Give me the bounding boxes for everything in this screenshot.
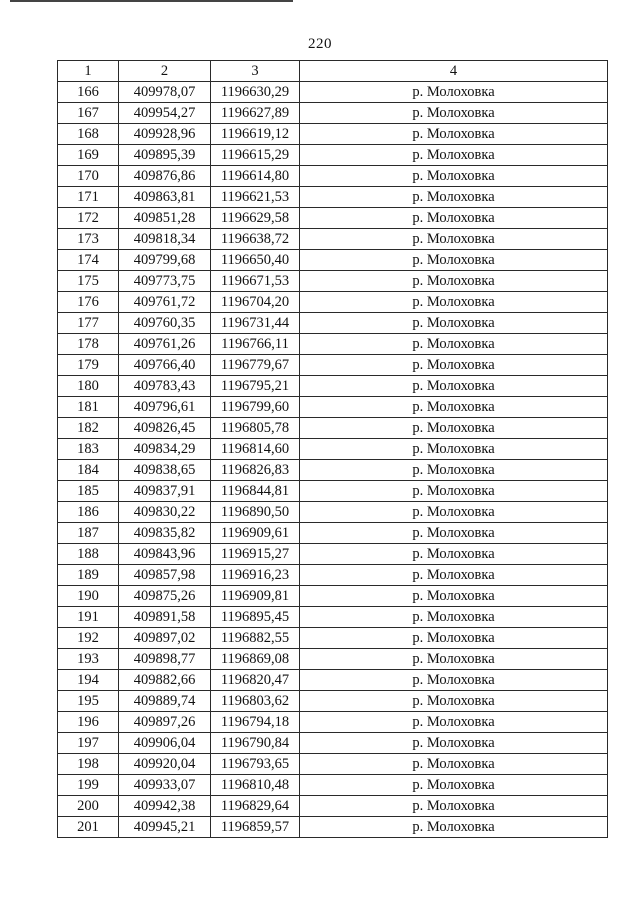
table-body <box>58 82 608 838</box>
object-name-cell: р. Молоховка <box>300 733 608 754</box>
y-coordinate-cell: 1196829,64 <box>211 796 300 817</box>
table-row <box>58 712 608 733</box>
x-coordinate-cell: 409826,45 <box>119 418 211 439</box>
x-coordinate-cell: 409897,02 <box>119 628 211 649</box>
table-row <box>58 418 608 439</box>
y-coordinate-cell: 1196805,78 <box>211 418 300 439</box>
y-coordinate-cell: 1196909,61 <box>211 523 300 544</box>
y-coordinate-cell: 1196890,50 <box>211 502 300 523</box>
object-name-cell: р. Молоховка <box>300 544 608 565</box>
table-row <box>58 355 608 376</box>
x-coordinate-cell: 409766,40 <box>119 355 211 376</box>
object-name-cell: р. Молоховка <box>300 754 608 775</box>
coordinates-table <box>57 60 608 838</box>
object-name-cell: р. Молоховка <box>300 481 608 502</box>
table-row <box>58 166 608 187</box>
point-number-cell: 167 <box>58 103 119 124</box>
table-row <box>58 292 608 313</box>
x-coordinate-cell: 409796,61 <box>119 397 211 418</box>
x-coordinate-cell: 409835,82 <box>119 523 211 544</box>
x-coordinate-cell: 409945,21 <box>119 817 211 838</box>
x-coordinate-cell: 409897,26 <box>119 712 211 733</box>
table-row <box>58 586 608 607</box>
table-row <box>58 103 608 124</box>
object-name-cell: р. Молоховка <box>300 292 608 313</box>
point-number-cell: 194 <box>58 670 119 691</box>
x-coordinate-cell: 409818,34 <box>119 229 211 250</box>
column-header-2: 2 <box>119 61 211 82</box>
object-name-cell: р. Молоховка <box>300 82 608 103</box>
x-coordinate-cell: 409889,74 <box>119 691 211 712</box>
point-number-cell: 201 <box>58 817 119 838</box>
table-header-row <box>58 61 608 82</box>
x-coordinate-cell: 409898,77 <box>119 649 211 670</box>
x-coordinate-cell: 409843,96 <box>119 544 211 565</box>
table-row <box>58 271 608 292</box>
x-coordinate-cell: 409906,04 <box>119 733 211 754</box>
y-coordinate-cell: 1196916,23 <box>211 565 300 586</box>
table-row <box>58 313 608 334</box>
point-number-cell: 195 <box>58 691 119 712</box>
table-row <box>58 502 608 523</box>
object-name-cell: р. Молоховка <box>300 565 608 586</box>
point-number-cell: 170 <box>58 166 119 187</box>
y-coordinate-cell: 1196820,47 <box>211 670 300 691</box>
object-name-cell: р. Молоховка <box>300 187 608 208</box>
table-row <box>58 670 608 691</box>
y-coordinate-cell: 1196915,27 <box>211 544 300 565</box>
point-number-cell: 178 <box>58 334 119 355</box>
point-number-cell: 199 <box>58 775 119 796</box>
table-row <box>58 334 608 355</box>
x-coordinate-cell: 409761,26 <box>119 334 211 355</box>
table-row <box>58 460 608 481</box>
y-coordinate-cell: 1196619,12 <box>211 124 300 145</box>
x-coordinate-cell: 409875,26 <box>119 586 211 607</box>
point-number-cell: 187 <box>58 523 119 544</box>
point-number-cell: 184 <box>58 460 119 481</box>
y-coordinate-cell: 1196614,80 <box>211 166 300 187</box>
y-coordinate-cell: 1196615,29 <box>211 145 300 166</box>
x-coordinate-cell: 409978,07 <box>119 82 211 103</box>
object-name-cell: р. Молоховка <box>300 775 608 796</box>
y-coordinate-cell: 1196882,55 <box>211 628 300 649</box>
point-number-cell: 183 <box>58 439 119 460</box>
y-coordinate-cell: 1196779,67 <box>211 355 300 376</box>
table-row <box>58 82 608 103</box>
table-row <box>58 544 608 565</box>
x-coordinate-cell: 409857,98 <box>119 565 211 586</box>
table-row <box>58 628 608 649</box>
object-name-cell: р. Молоховка <box>300 586 608 607</box>
column-header-3: 3 <box>211 61 300 82</box>
object-name-cell: р. Молоховка <box>300 460 608 481</box>
point-number-cell: 171 <box>58 187 119 208</box>
x-coordinate-cell: 409830,22 <box>119 502 211 523</box>
object-name-cell: р. Молоховка <box>300 376 608 397</box>
x-coordinate-cell: 409954,27 <box>119 103 211 124</box>
column-header-1: 1 <box>58 61 119 82</box>
point-number-cell: 198 <box>58 754 119 775</box>
object-name-cell: р. Молоховка <box>300 439 608 460</box>
x-coordinate-cell: 409933,07 <box>119 775 211 796</box>
table-row <box>58 775 608 796</box>
y-coordinate-cell: 1196793,65 <box>211 754 300 775</box>
point-number-cell: 181 <box>58 397 119 418</box>
y-coordinate-cell: 1196731,44 <box>211 313 300 334</box>
y-coordinate-cell: 1196630,29 <box>211 82 300 103</box>
y-coordinate-cell: 1196895,45 <box>211 607 300 628</box>
table-row <box>58 229 608 250</box>
point-number-cell: 196 <box>58 712 119 733</box>
x-coordinate-cell: 409876,86 <box>119 166 211 187</box>
y-coordinate-cell: 1196627,89 <box>211 103 300 124</box>
table-row <box>58 481 608 502</box>
object-name-cell: р. Молоховка <box>300 628 608 649</box>
x-coordinate-cell: 409773,75 <box>119 271 211 292</box>
object-name-cell: р. Молоховка <box>300 796 608 817</box>
object-name-cell: р. Молоховка <box>300 649 608 670</box>
point-number-cell: 179 <box>58 355 119 376</box>
y-coordinate-cell: 1196790,84 <box>211 733 300 754</box>
x-coordinate-cell: 409761,72 <box>119 292 211 313</box>
y-coordinate-cell: 1196629,58 <box>211 208 300 229</box>
object-name-cell: р. Молоховка <box>300 250 608 271</box>
y-coordinate-cell: 1196814,60 <box>211 439 300 460</box>
table-row <box>58 649 608 670</box>
y-coordinate-cell: 1196810,48 <box>211 775 300 796</box>
object-name-cell: р. Молоховка <box>300 103 608 124</box>
y-coordinate-cell: 1196859,57 <box>211 817 300 838</box>
table-row <box>58 145 608 166</box>
table-row <box>58 754 608 775</box>
point-number-cell: 175 <box>58 271 119 292</box>
y-coordinate-cell: 1196766,11 <box>211 334 300 355</box>
y-coordinate-cell: 1196650,40 <box>211 250 300 271</box>
y-coordinate-cell: 1196909,81 <box>211 586 300 607</box>
object-name-cell: р. Молоховка <box>300 313 608 334</box>
object-name-cell: р. Молоховка <box>300 670 608 691</box>
table-row <box>58 607 608 628</box>
object-name-cell: р. Молоховка <box>300 502 608 523</box>
y-coordinate-cell: 1196826,83 <box>211 460 300 481</box>
table-row <box>58 250 608 271</box>
y-coordinate-cell: 1196869,08 <box>211 649 300 670</box>
table-row <box>58 208 608 229</box>
x-coordinate-cell: 409942,38 <box>119 796 211 817</box>
object-name-cell: р. Молоховка <box>300 691 608 712</box>
point-number-cell: 172 <box>58 208 119 229</box>
table-row <box>58 124 608 145</box>
x-coordinate-cell: 409799,68 <box>119 250 211 271</box>
object-name-cell: р. Молоховка <box>300 124 608 145</box>
object-name-cell: р. Молоховка <box>300 355 608 376</box>
y-coordinate-cell: 1196799,60 <box>211 397 300 418</box>
x-coordinate-cell: 409838,65 <box>119 460 211 481</box>
table-row <box>58 439 608 460</box>
x-coordinate-cell: 409851,28 <box>119 208 211 229</box>
table-row <box>58 817 608 838</box>
point-number-cell: 182 <box>58 418 119 439</box>
object-name-cell: р. Молоховка <box>300 817 608 838</box>
point-number-cell: 173 <box>58 229 119 250</box>
point-number-cell: 192 <box>58 628 119 649</box>
y-coordinate-cell: 1196803,62 <box>211 691 300 712</box>
table-row <box>58 397 608 418</box>
y-coordinate-cell: 1196704,20 <box>211 292 300 313</box>
table-row <box>58 733 608 754</box>
object-name-cell: р. Молоховка <box>300 712 608 733</box>
table-row <box>58 523 608 544</box>
table-row <box>58 796 608 817</box>
object-name-cell: р. Молоховка <box>300 208 608 229</box>
x-coordinate-cell: 409760,35 <box>119 313 211 334</box>
object-name-cell: р. Молоховка <box>300 523 608 544</box>
x-coordinate-cell: 409895,39 <box>119 145 211 166</box>
x-coordinate-cell: 409882,66 <box>119 670 211 691</box>
object-name-cell: р. Молоховка <box>300 271 608 292</box>
object-name-cell: р. Молоховка <box>300 418 608 439</box>
point-number-cell: 180 <box>58 376 119 397</box>
point-number-cell: 200 <box>58 796 119 817</box>
page-number: 220 <box>308 36 332 52</box>
x-coordinate-cell: 409863,81 <box>119 187 211 208</box>
object-name-cell: р. Молоховка <box>300 166 608 187</box>
table-row <box>58 376 608 397</box>
point-number-cell: 185 <box>58 481 119 502</box>
x-coordinate-cell: 409837,91 <box>119 481 211 502</box>
table-row <box>58 565 608 586</box>
point-number-cell: 186 <box>58 502 119 523</box>
point-number-cell: 166 <box>58 82 119 103</box>
table-row <box>58 691 608 712</box>
point-number-cell: 193 <box>58 649 119 670</box>
object-name-cell: р. Молоховка <box>300 229 608 250</box>
point-number-cell: 177 <box>58 313 119 334</box>
y-coordinate-cell: 1196671,53 <box>211 271 300 292</box>
y-coordinate-cell: 1196795,21 <box>211 376 300 397</box>
x-coordinate-cell: 409834,29 <box>119 439 211 460</box>
point-number-cell: 197 <box>58 733 119 754</box>
point-number-cell: 174 <box>58 250 119 271</box>
point-number-cell: 188 <box>58 544 119 565</box>
x-coordinate-cell: 409783,43 <box>119 376 211 397</box>
point-number-cell: 168 <box>58 124 119 145</box>
y-coordinate-cell: 1196844,81 <box>211 481 300 502</box>
point-number-cell: 191 <box>58 607 119 628</box>
point-number-cell: 189 <box>58 565 119 586</box>
y-coordinate-cell: 1196638,72 <box>211 229 300 250</box>
point-number-cell: 169 <box>58 145 119 166</box>
x-coordinate-cell: 409891,58 <box>119 607 211 628</box>
object-name-cell: р. Молоховка <box>300 334 608 355</box>
y-coordinate-cell: 1196794,18 <box>211 712 300 733</box>
column-header-4: 4 <box>300 61 608 82</box>
top-rule <box>10 0 293 2</box>
object-name-cell: р. Молоховка <box>300 145 608 166</box>
point-number-cell: 176 <box>58 292 119 313</box>
x-coordinate-cell: 409928,96 <box>119 124 211 145</box>
point-number-cell: 190 <box>58 586 119 607</box>
object-name-cell: р. Молоховка <box>300 397 608 418</box>
object-name-cell: р. Молоховка <box>300 607 608 628</box>
x-coordinate-cell: 409920,04 <box>119 754 211 775</box>
y-coordinate-cell: 1196621,53 <box>211 187 300 208</box>
table-row <box>58 187 608 208</box>
